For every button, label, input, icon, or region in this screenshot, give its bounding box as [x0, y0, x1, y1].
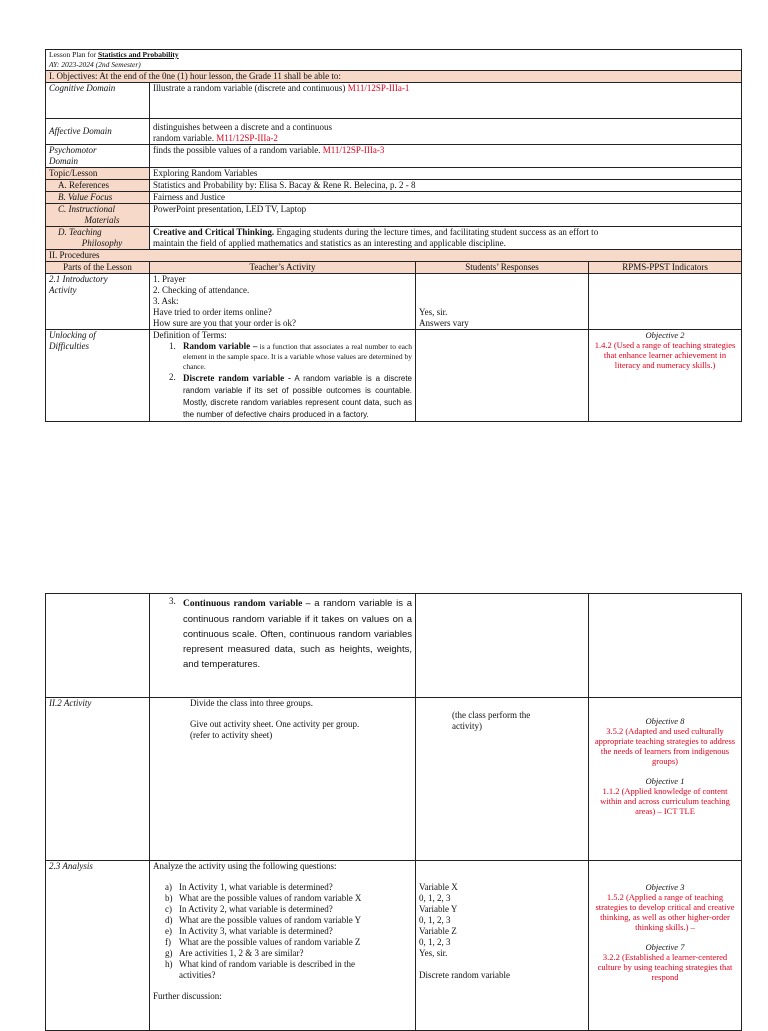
question-text: Are activities 1, 2 & 3 are similar?	[179, 948, 304, 958]
materials-label-1: C. Instructional	[58, 204, 116, 214]
analysis-label: 2.3 Analysis	[46, 861, 150, 1031]
question-letter: a)	[165, 882, 172, 892]
philosophy-text-2: maintain the field of applied mathematics and statistics as an interesting and applicable discipline.	[153, 238, 506, 248]
analysis-question	[153, 970, 412, 981]
question-text: What are the possible values of random variable X	[179, 893, 362, 903]
analysis-answer: Yes, sir.	[419, 948, 448, 958]
objective-1-text: 1.1.2 (Applied knowledge of content within and across curriculum teaching areas) – ICT TLE	[600, 786, 730, 816]
question-letter: g)	[165, 948, 173, 958]
activity-row	[46, 698, 742, 861]
lesson-plan-table-2	[45, 593, 742, 1031]
philosophy-label-1: D. Teaching	[58, 227, 102, 237]
definition-3-number: 3.	[169, 596, 176, 606]
analysis-answer: Variable Y	[419, 904, 458, 914]
analysis-question	[153, 948, 412, 959]
analysis-answer: 0, 1, 2, 3	[419, 915, 451, 925]
question-text: In Activity 1, what variable is determined?	[179, 882, 333, 892]
affective-text-2: random variable.	[153, 133, 217, 143]
subject-name: Statistics and Probability	[97, 50, 179, 59]
activity-label: II.2 Activity	[46, 698, 150, 861]
activity-divide: Divide the class into three groups.	[190, 698, 313, 708]
affective-code: M11/12SP-IIIa-2	[216, 133, 278, 143]
procedures-row	[46, 250, 742, 262]
activity-refer: (refer to activity sheet)	[190, 730, 273, 740]
intro-prayer: 1. Prayer	[153, 274, 186, 284]
analysis-question	[153, 893, 412, 904]
lesson-plan-page-2	[45, 593, 741, 1031]
psychomotor-text: finds the possible values of a random variable.	[153, 145, 323, 155]
analysis-question	[153, 937, 412, 948]
question-letter: d)	[165, 915, 173, 925]
affective-row	[46, 119, 742, 145]
objective-7-text: 3.2.2 (Established a learner-centered culture by using teaching strategies that respond	[597, 952, 733, 982]
analysis-questions	[153, 882, 412, 981]
analysis-answer: Variable X	[419, 882, 458, 892]
definition-1-text: is a function that associates a real number to each element in the sample space. It is a variable whose values are determined by chance.	[183, 342, 412, 371]
question-letter: e)	[165, 926, 172, 936]
psychomotor-label-1: Psychomotor	[49, 145, 97, 155]
analysis-answers	[419, 882, 585, 981]
definition-2-term: Discrete random variable -	[183, 373, 291, 383]
objective-2-text: 1.4.2 (Used a range of teaching strategies that enhance learner achievement in literacy and numeracy skills.)	[594, 340, 736, 370]
objective-7-title: Objective 7	[645, 942, 685, 952]
unlocking-label-1: Unlocking of	[49, 330, 96, 340]
intro-label-1: 2.1 Introductory	[49, 274, 108, 284]
cognitive-code: M11/12SP-IIIa-1	[347, 83, 410, 93]
cognitive-row	[46, 83, 742, 119]
definition-2-number: 2.	[169, 372, 176, 382]
definition-1-term: Random variable –	[183, 341, 258, 351]
cognitive-text: Illustrate a random variable (discrete and continuous)	[153, 83, 348, 93]
definition-3-term: Continuous random variable –	[183, 599, 311, 609]
value-focus-row	[46, 192, 742, 204]
question-text: What are the possible values of random variable Z	[179, 937, 361, 947]
activity-sheet: Give out activity sheet. One activity per group.	[190, 719, 360, 729]
references-text: Statistics and Probability by: Elisa S. Bacay & Rene R. Belecina, p. 2 - 8	[150, 180, 742, 192]
intro-ask: 3. Ask:	[153, 296, 179, 306]
affective-label: Affective Domain	[46, 119, 150, 145]
philosophy-heading: Creative and Critical Thinking.	[153, 227, 275, 237]
lesson-plan-title: Lesson Plan for Statistics and Probability	[49, 50, 179, 59]
value-focus-text: Fairness and Justice	[150, 192, 742, 204]
analysis-question	[153, 882, 412, 893]
question-text: In Activity 2, what variable is determined?	[179, 904, 333, 914]
philosophy-text-1: Engaging students during the lecture times, and facilitating student success as an effort to	[274, 227, 599, 237]
activity-response-2: activity)	[452, 721, 482, 731]
activity-response-1: (the class perform the	[452, 710, 531, 720]
intro-attendance: 2. Checking of attendance.	[153, 285, 250, 295]
analysis-question	[153, 904, 412, 915]
question-letter: f)	[165, 937, 171, 947]
column-header-row	[46, 262, 742, 274]
objective-3-title: Objective 3	[645, 882, 685, 892]
intro-question-1: Have tried to order items online?	[153, 307, 272, 317]
psychomotor-row	[46, 145, 742, 168]
col-header-students: Students’ Responses	[416, 262, 589, 274]
objectives-header-row	[46, 71, 742, 83]
intro-response-1: Yes, sir.	[419, 307, 448, 317]
analysis-answer: Variable Z	[419, 926, 457, 936]
references-row	[46, 180, 742, 192]
references-label: A. References	[46, 180, 150, 192]
definition-2-text: A random variable is a discrete random variable if its set of possible outcomes is countable. Mostly, discrete random variables represent count data, such as the number of defective chairs produced in a factory.	[183, 374, 412, 419]
question-letter	[165, 970, 179, 981]
definition-2	[153, 372, 412, 421]
procedures-header: II. Procedures	[46, 250, 742, 262]
lesson-plan-table-1	[45, 49, 742, 422]
affective-text-1: distinguishes between a discrete and a continuous	[153, 122, 332, 132]
definition-heading: Definition of Terms:	[153, 330, 227, 340]
materials-label-2: Materials	[84, 215, 120, 225]
question-text: In Activity 3, what variable is determined?	[179, 926, 333, 936]
analysis-question	[153, 915, 412, 926]
header-row	[46, 50, 742, 71]
analysis-row	[46, 861, 742, 1031]
question-letter: h)	[165, 959, 173, 969]
lesson-plan-page-1	[45, 49, 741, 422]
intro-question-2: How sure are you that your order is ok?	[153, 318, 296, 328]
analysis-intro: Analyze the activity using the following questions:	[153, 861, 337, 871]
unlocking-row	[46, 330, 742, 422]
objective-2-title: Objective 2	[645, 330, 685, 340]
col-header-teacher: Teacher’s Activity	[150, 262, 416, 274]
intro-response-2: Answers vary	[419, 318, 469, 328]
intro-label-2: Activity	[49, 285, 77, 295]
question-text: activities?	[179, 970, 216, 980]
materials-row	[46, 204, 742, 227]
psychomotor-label-2: Domain	[49, 156, 78, 166]
value-focus-label: B. Value Focus	[46, 192, 150, 204]
topic-text: Exploring Random Variables	[150, 168, 742, 180]
definition-1-number: 1.	[169, 341, 176, 351]
topic-label: Topic/Lesson	[46, 168, 150, 180]
philosophy-label-2: Philosophy	[81, 238, 123, 248]
continuous-definition-row	[46, 594, 742, 698]
question-text: What kind of random variable is described in the	[179, 959, 355, 969]
objective-8-title: Objective 8	[645, 716, 685, 726]
analysis-answer: Discrete random variable	[419, 970, 510, 980]
objective-1-title: Objective 1	[645, 776, 685, 786]
question-letter: b)	[165, 893, 173, 903]
objectives-header: I. Objectives: At the end of the 0ne (1) hour lesson, the Grade 11 shall be able to:	[46, 71, 742, 83]
col-header-rpms: RPMS-PPST Indicators	[589, 262, 742, 274]
analysis-question	[153, 926, 412, 937]
analysis-question	[153, 959, 412, 970]
definition-3-text: a random variable is a continuous random variable if it takes on values on a continuous scale. Often, continuous random variables represent measured data, such as heights, weights, and temperatures.	[183, 598, 412, 670]
analysis-answer: 0, 1, 2, 3	[419, 893, 451, 903]
objective-8-text: 3.5.2 (Adapted and used culturally appropriate teaching strategies to address the needs of learners from indigenous groups)	[594, 726, 736, 766]
col-header-parts: Parts of the Lesson	[46, 262, 150, 274]
further-discussion: Further discussion:	[153, 991, 222, 1001]
definition-3	[153, 594, 412, 672]
materials-text: PowerPoint presentation, LED TV, Laptop	[150, 204, 742, 227]
psychomotor-code: M11/12SP-IIIa-3	[322, 145, 385, 155]
objective-3-text: 1.5.2 (Applied a range of teaching strategies to develop critical and creative thinking, as well as other higher-order thinking skills.) –	[595, 892, 735, 932]
intro-activity-row	[46, 274, 742, 330]
academic-year: AY: 2023-2024 (2nd Semester)	[49, 60, 141, 69]
analysis-answer: 0, 1, 2, 3	[419, 937, 451, 947]
analysis-answer	[419, 959, 585, 970]
unlocking-label-2: Difficulties	[49, 341, 89, 351]
cognitive-label: Cognitive Domain	[46, 83, 150, 119]
question-text: What are the possible values of random variable Y	[179, 915, 362, 925]
definition-1	[153, 341, 412, 372]
topic-row	[46, 168, 742, 180]
philosophy-row	[46, 227, 742, 250]
question-letter: c)	[165, 904, 172, 914]
